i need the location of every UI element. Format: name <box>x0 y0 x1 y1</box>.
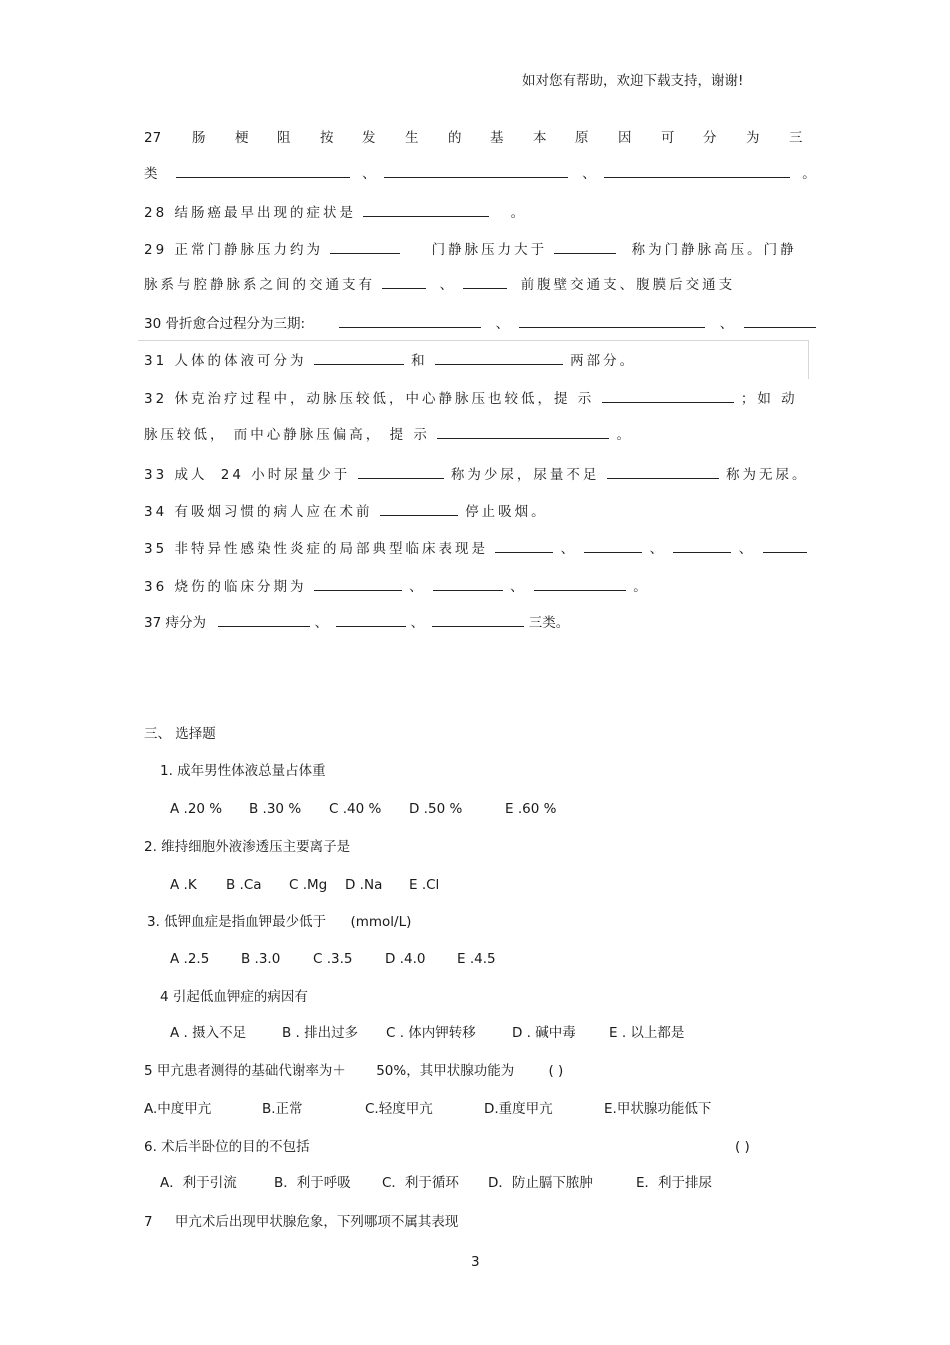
q35-text: 35 非特异性感染性炎症的局部典型临床表现是 <box>144 541 488 557</box>
answer-blank[interactable] <box>176 165 350 178</box>
q27-line2 <box>144 165 816 183</box>
q27-char: 发 <box>362 130 376 146</box>
separator: 、 <box>510 579 527 595</box>
answer-blank[interactable] <box>495 540 553 553</box>
answer-blank[interactable] <box>384 165 568 178</box>
answer-blank[interactable] <box>673 540 731 553</box>
separator: 、 <box>719 316 734 332</box>
answer-blank[interactable] <box>339 315 481 328</box>
separator: 、 <box>362 166 376 182</box>
q30-line <box>144 315 816 333</box>
mcq-5-option-a[interactable]: A.中度甲亢 <box>144 1101 212 1117</box>
q33-text-b: 24 <box>220 467 244 483</box>
mcq-3-unit: (mmol/L) <box>350 914 412 930</box>
mcq-6-option-b[interactable]: B．利于呼吸 <box>274 1175 351 1191</box>
mcq-6-stem: 6. 术后半卧位的目的不包括 <box>144 1139 310 1155</box>
separator: 、 <box>649 541 667 557</box>
q34-text-b: 停止吸烟。 <box>465 504 548 520</box>
q31-end: 两部分。 <box>570 353 637 369</box>
answer-blank[interactable] <box>607 466 719 479</box>
mcq-5-option-b[interactable]: B.正常 <box>262 1101 303 1117</box>
answer-blank[interactable] <box>382 276 426 289</box>
mcq-7-stem-text: 甲亢术后出现甲状腺危象，下列哪项不属其表现 <box>174 1214 459 1230</box>
mcq-1-option-a[interactable]: A .20 % <box>170 801 223 817</box>
mcq-4-stem: 4 引起低血钾症的病因有 <box>160 989 308 1005</box>
mcq-2-option-e[interactable]: E .Cl <box>409 877 440 893</box>
separator: 、 <box>314 615 329 631</box>
separator: 、 <box>495 316 510 332</box>
q33-line <box>144 466 808 484</box>
mcq-7-number: 7 <box>144 1214 153 1230</box>
mcq-6-option-e[interactable]: E．利于排尿 <box>636 1175 713 1191</box>
q27-number: 27 <box>144 130 162 146</box>
mcq-5-option-c[interactable]: C.轻度甲亢 <box>365 1101 433 1117</box>
q27-char: 为 <box>746 130 760 146</box>
q27-char: 本 <box>533 130 547 146</box>
separator: 、 <box>439 277 457 293</box>
mcq-1-stem: 1. 成年男性体液总量占体重 <box>160 763 326 779</box>
q29-line2 <box>144 276 735 294</box>
separator: 、 <box>738 541 756 557</box>
q37-line <box>144 614 569 632</box>
q27-char: 梗 <box>235 130 249 146</box>
q32-text-a: 32 休克治疗过程中，动脉压较低，中心静脉压也较低，提 示 <box>144 391 595 407</box>
q31-mid: 和 <box>411 353 428 369</box>
q27-char: 按 <box>320 130 334 146</box>
q27-char: 生 <box>405 130 419 146</box>
mcq-2-option-c[interactable]: C .Mg <box>289 877 328 893</box>
answer-blank[interactable] <box>437 426 609 439</box>
q32-line1 <box>144 390 798 408</box>
answer-blank[interactable] <box>604 165 790 178</box>
mcq-3-option-b[interactable]: B .3.0 <box>241 951 281 967</box>
q27-char: 因 <box>618 130 632 146</box>
answer-blank[interactable] <box>519 315 705 328</box>
mcq-7-stem <box>144 1213 458 1231</box>
q27-char: 原 <box>575 130 589 146</box>
answer-blank[interactable] <box>744 315 816 328</box>
q31-line <box>144 352 636 370</box>
mcq-4-option-e[interactable]: E . 以上都是 <box>609 1025 685 1041</box>
q36-line <box>144 578 650 596</box>
mcq-5-stem-text: 5 甲亢患者测得的基础代谢率为＋ <box>144 1063 346 1079</box>
separator: 、 <box>560 541 578 557</box>
q34-text-a: 34 有吸烟习惯的病人应在术前 <box>144 504 373 520</box>
q27-char: 基 <box>490 130 504 146</box>
mcq-6-option-d[interactable]: D．防止膈下脓肿 <box>488 1175 593 1191</box>
q27-char: 可 <box>661 130 675 146</box>
mcq-1-option-b[interactable]: B .30 % <box>249 801 302 817</box>
separator: 、 <box>582 166 596 182</box>
answer-blank[interactable] <box>363 204 489 217</box>
q33-text-d: 称为少尿，尿量不足 <box>450 467 600 483</box>
q27-char: 的 <box>448 130 462 146</box>
mcq-4-option-a[interactable]: A . 摄入不足 <box>170 1025 247 1041</box>
q29-line1 <box>144 241 797 259</box>
mcq-5-option-d[interactable]: D.重度甲亢 <box>484 1101 553 1117</box>
separator: 、 <box>409 579 426 595</box>
answer-blank[interactable] <box>534 578 626 591</box>
q29-text-e: 前腹壁交通支、腹膜后交通支 <box>520 277 736 293</box>
period: 。 <box>802 166 816 182</box>
section-title: 三、 选择题 <box>144 726 216 742</box>
answer-blank[interactable] <box>336 614 406 627</box>
answer-blank[interactable] <box>314 352 404 365</box>
q28-line <box>144 204 527 222</box>
mcq-5-stem <box>144 1062 563 1080</box>
q36-text: 36 烧伤的临床分期为 <box>144 579 307 595</box>
mcq-1-option-c[interactable]: C .40 % <box>329 801 382 817</box>
mcq-2-option-a[interactable]: A .K <box>170 877 197 893</box>
q32-text-b: ；如 动 <box>740 391 798 407</box>
mcq-2-option-d[interactable]: D .Na <box>345 877 383 893</box>
mcq-6-paren: ( ) <box>735 1139 750 1155</box>
period: 。 <box>633 579 650 595</box>
answer-blank[interactable] <box>432 614 524 627</box>
mcq-5-paren: ( ) <box>548 1063 564 1079</box>
answer-blank[interactable] <box>380 503 458 516</box>
mcq-3-option-d[interactable]: D .4.0 <box>385 951 426 967</box>
mcq-1-option-d[interactable]: D .50 % <box>409 801 463 817</box>
q35-line <box>144 540 807 558</box>
mcq-3-stem <box>147 913 411 931</box>
q30-text: 30 骨折愈合过程分为三期: <box>144 316 306 332</box>
mcq-5-option-e[interactable]: E.甲状腺功能低下 <box>604 1101 712 1117</box>
mcq-4-option-d[interactable]: D . 碱中毒 <box>512 1025 576 1041</box>
q32-line2 <box>144 426 633 444</box>
mcq-3-stem-text: 3. 低钾血症是指血钾最少低于 <box>147 914 327 930</box>
answer-blank[interactable] <box>584 540 642 553</box>
q31-text: 31 人体的体液可分为 <box>144 353 307 369</box>
answer-blank[interactable] <box>330 241 400 254</box>
page-number: 3 <box>471 1254 480 1270</box>
q29-text-b: 门静脉压力大于 <box>431 242 548 258</box>
q37-end: 三类。 <box>528 615 570 631</box>
answer-blank[interactable] <box>435 352 563 365</box>
answer-blank[interactable] <box>358 466 444 479</box>
mcq-3-option-e[interactable]: E .4.5 <box>457 951 496 967</box>
mcq-1-option-e[interactable]: E .60 % <box>505 801 557 817</box>
period: 。 <box>616 427 633 443</box>
q33-text-e: 称为无尿。 <box>725 467 809 483</box>
q33-text-c: 小时尿量少于 <box>251 467 351 483</box>
header-note: 如对您有帮助，欢迎下载支持，谢谢! <box>522 73 744 89</box>
mcq-3-option-a[interactable]: A .2.5 <box>170 951 210 967</box>
answer-blank[interactable] <box>763 540 807 553</box>
answer-blank[interactable] <box>463 276 507 289</box>
answer-blank[interactable] <box>554 241 616 254</box>
q27-char: 三 <box>789 130 803 146</box>
q28-text: 28 结肠癌最早出现的症状是 <box>144 205 356 221</box>
mcq-6-option-c[interactable]: C．利于循环 <box>382 1175 459 1191</box>
answer-blank[interactable] <box>218 614 310 627</box>
mcq-6-option-a[interactable]: A．利于引流 <box>160 1175 237 1191</box>
q29-text-c: 称为门静脉高压。门静 <box>631 242 797 258</box>
q29-text-a: 29 正常门静脉压力约为 <box>144 242 323 258</box>
answer-blank[interactable] <box>314 578 402 591</box>
mcq-2-stem: 2. 维持细胞外液渗透压主要离子是 <box>144 839 351 855</box>
separator: 、 <box>410 615 425 631</box>
mcq-2-option-b[interactable]: B .Ca <box>226 877 262 893</box>
q29-text-d: 脉系与腔静脉系之间的交通支有 <box>144 277 375 293</box>
q33-text-a: 33 成人 <box>144 467 208 483</box>
mcq-5-stem-value: 50%，其甲状腺功能为 <box>376 1063 515 1079</box>
q32-text-c: 脉压较低， 而中心静脉压偏高， 提 示 <box>144 427 430 443</box>
q27-char: 分 <box>703 130 717 146</box>
q34-line <box>144 503 548 521</box>
q27-char: 肠 <box>192 130 206 146</box>
mcq-4-option-b[interactable]: B . 排出过多 <box>282 1025 359 1041</box>
mcq-3-option-c[interactable]: C .3.5 <box>313 951 353 967</box>
period: 。 <box>510 205 528 221</box>
q37-text: 37 痔分为 <box>144 615 206 631</box>
answer-blank[interactable] <box>433 578 503 591</box>
mcq-4-option-c[interactable]: C . 体内钾转移 <box>386 1025 476 1041</box>
q27-char: 阻 <box>277 130 291 146</box>
answer-blank[interactable] <box>602 390 734 403</box>
q27-line2-start: 类 <box>144 166 158 182</box>
